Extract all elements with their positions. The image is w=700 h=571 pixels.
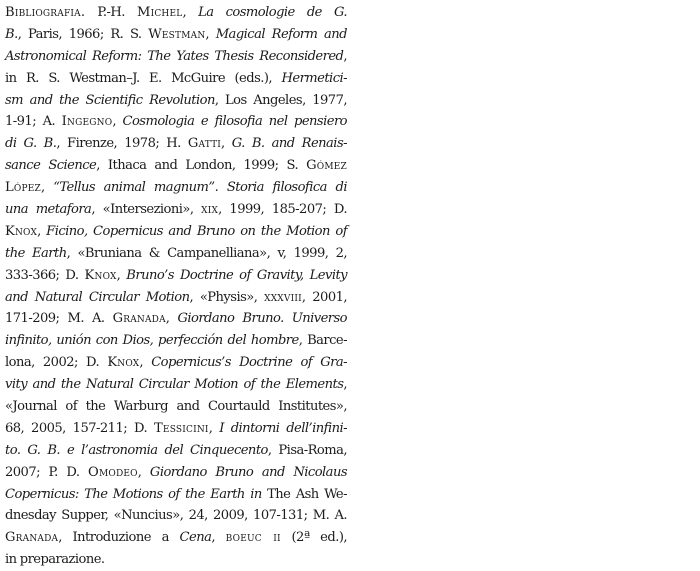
small-caps-name: Knox [5,223,38,239]
small-caps-name: Tessicini [153,420,209,436]
small-caps-name: Gómez [306,158,347,174]
text-segment: P.-H. [85,5,137,20]
small-caps-name: Gatti [187,136,222,152]
text-segment: 333-366; D. [5,267,85,283]
bibliography-line [5,549,347,571]
small-caps-name: xix [201,202,219,218]
italic-title: Cena [179,530,212,546]
small-caps-name: Granada [5,530,59,546]
bibliography-paragraph [5,2,347,571]
bibliography-line [5,133,347,155]
bibliography-line [5,440,347,462]
small-caps-name: Granada [112,311,166,327]
text-segment: , [182,5,199,20]
small-caps-name: Omodeo [88,464,138,480]
text-segment: , 2001, [301,289,347,305]
bibliography-line [5,46,347,68]
italic-title: Copernicus’s Doctrine of Gra- [151,355,348,371]
text-segment: (2ª ed.), [280,530,347,546]
text-segment: 171-209; M. A. [5,311,113,327]
italic-title: G. B. and Renais- [231,136,347,152]
italic-title: to. G. B. e l’astronomia del Cinquecento [5,442,268,458]
bibliography-line [5,396,347,418]
italic-title: B. [5,26,18,42]
italic-title: Bruno’s Doctrine of Gravity, Levity [126,267,348,283]
italic-title: La cosmologie de G. [198,5,348,20]
text-segment: , [40,180,54,196]
bibliography-line [5,308,347,330]
italic-title: Copernicus: The Motions of the Earth in [5,486,262,502]
bibliography-line [5,68,347,90]
text-segment: , «Physis», [189,289,265,305]
bibliography-line [5,24,347,46]
italic-title: Cosmologia e filosofia nel pensiero [122,114,347,130]
bibliography-line [5,505,347,527]
bibliography-line [5,374,347,396]
small-caps-name: Knox [107,355,140,371]
bibliography-line [5,2,347,24]
italic-title: sm and the Scientific Revolution [5,92,215,108]
text-segment: , «Bruniana & Campanelliana», v, 1999, 2, [66,245,347,261]
bibliography-line [5,527,347,549]
text-segment: in preparazione. [5,552,105,568]
text-segment: , [139,355,152,371]
text-segment: «Journal of the Warburg and Courtauld Institutes», [5,399,347,415]
text-segment: dnesday Supper, «Nuncius», 24, 2009, 107-131; M. A. [5,508,347,524]
text-segment: , Introduzione a [58,530,180,546]
text-segment: , Ithaca and London, 1999; S. [96,158,307,174]
small-caps-name: Michel [136,5,183,20]
text-segment: , Firenze, 1978; H. [56,136,188,152]
italic-title: vity and the Natural Circular Motion of the Elements [5,377,344,393]
text-segment: , Paris, 1966; R. S. [17,26,149,42]
bibliography-line [5,221,347,243]
bibliography-line [5,352,347,374]
bibliography-line [5,199,347,221]
bibliography-line [5,155,347,177]
italic-title: Hermetici- [281,70,347,86]
text-segment: , [221,136,232,152]
text-segment: , [112,114,123,130]
text-segment: , 1999, 185-207; D. [218,202,348,218]
italic-title: Giordano Bruno. Universo [177,311,347,327]
italic-title: Astronomical Reform: The Yates Thesis Reconsidered [5,48,344,64]
small-caps-name: López [5,180,41,196]
small-caps-name: Knox [84,267,117,283]
text-segment: , [137,464,150,480]
text-segment: The Ash We- [261,486,347,502]
text-segment: 68, 2005, 157-211; D. [5,420,154,436]
italic-title: sance Science [5,158,97,174]
bibliography-line [5,243,347,265]
bibliography-line [5,265,347,287]
text-segment: , Pisa-Roma, [267,442,347,458]
text-segment: , [343,377,347,393]
text-segment: , [208,420,220,436]
bibliography-line [5,287,347,309]
italic-title: una metafora [5,202,92,218]
text-segment: 2007; P. D. [5,464,89,480]
text-segment: , [116,267,127,283]
small-caps-name: Bibliografia. [5,5,86,20]
small-caps-name: Westman [148,26,206,42]
text-segment: , [165,311,178,327]
text-segment: 1-91; A. [5,114,62,130]
small-caps-name: Ingegno [61,114,113,130]
italic-title: I dintorni dell’infini- [219,420,347,436]
italic-title: “Tellus animal magnum”. Storia filosofica di [53,180,347,196]
italic-title: Giordano Bruno and Nicolaus [149,464,347,480]
text-segment: lona, 2002; D. [5,355,108,371]
small-caps-name: xxxviii [264,289,302,305]
text-segment: , «Intersezioni», [91,202,202,218]
bibliography-line [5,90,347,112]
text-segment: in R. S. Westman–J. E. McGuire (eds.), [5,70,282,86]
text-segment: , [343,48,347,64]
text-segment: , Los Angeles, 1977, [214,92,347,108]
bibliography-line [5,111,347,133]
bibliography-line [5,462,347,484]
bibliography-line [5,484,347,506]
text-segment: , [211,530,226,546]
text-segment: , [205,26,216,42]
text-segment: , [37,223,47,239]
bibliography-line [5,330,347,352]
small-caps-name: boeuc ii [225,530,281,546]
bibliography-line [5,177,347,199]
italic-title: the Earth [5,245,67,261]
text-segment: , Barce- [298,333,347,349]
italic-title: Magical Reform and [215,26,348,42]
italic-title: infinito, unión con Dios, perfección del hombre [5,333,299,349]
bibliography-line [5,418,347,440]
italic-title: and Natural Circular Motion [5,289,190,305]
italic-title: Ficino, Copernicus and Bruno on the Motion of [46,223,347,239]
italic-title: di G. B. [5,136,57,152]
